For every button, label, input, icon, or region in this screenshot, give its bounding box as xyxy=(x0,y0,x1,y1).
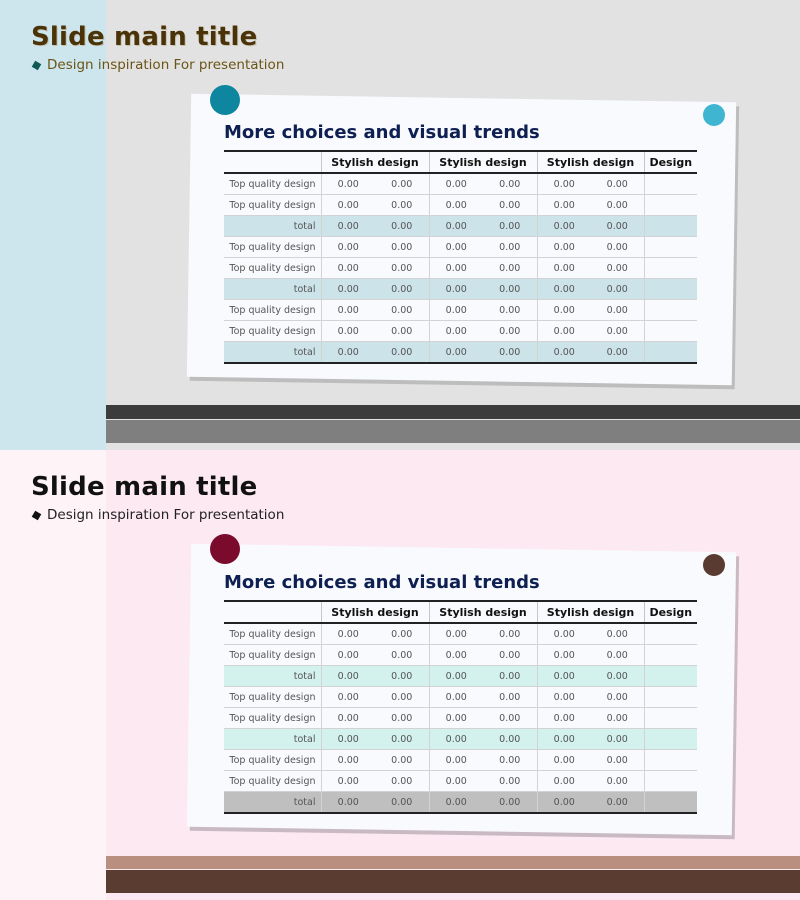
value-cell: 0.00 xyxy=(429,687,483,708)
value-cell: 0.00 xyxy=(591,792,644,814)
value-cell: 0.00 xyxy=(429,258,483,279)
value-cell: 0.00 xyxy=(537,237,591,258)
row-label: Top quality design xyxy=(224,645,321,666)
header-cell-empty xyxy=(224,601,321,623)
value-cell: 0.00 xyxy=(591,195,644,216)
table-row xyxy=(224,708,697,729)
value-cell: 0.00 xyxy=(483,729,537,750)
value-cell: 0.00 xyxy=(537,623,591,645)
value-cell: 0.00 xyxy=(429,729,483,750)
value-cell: 0.00 xyxy=(321,687,375,708)
row-label: Top quality design xyxy=(224,708,321,729)
value-cell: 0.00 xyxy=(591,771,644,792)
table-row xyxy=(224,687,697,708)
value-cell: 0.00 xyxy=(375,687,429,708)
value-cell: 0.00 xyxy=(321,708,375,729)
header-cell-empty xyxy=(224,151,321,173)
subtitle-text: Design inspiration For presentation xyxy=(47,507,285,523)
pushpin-icon xyxy=(703,104,725,126)
value-cell: 0.00 xyxy=(483,666,537,687)
table-total-row xyxy=(224,729,697,750)
value-cell: 0.00 xyxy=(375,708,429,729)
value-cell: 0.00 xyxy=(321,666,375,687)
table-row xyxy=(224,623,697,645)
value-cell: 0.00 xyxy=(429,792,483,814)
value-cell: 0.00 xyxy=(591,708,644,729)
value-cell: 0.00 xyxy=(429,237,483,258)
row-label: Top quality design xyxy=(224,173,321,195)
slide-2 xyxy=(0,450,800,900)
empty-cell xyxy=(644,300,697,321)
subtitle-text: Design inspiration For presentation xyxy=(47,57,285,73)
value-cell: 0.00 xyxy=(429,708,483,729)
empty-cell xyxy=(644,321,697,342)
value-cell: 0.00 xyxy=(429,216,483,237)
value-cell: 0.00 xyxy=(591,300,644,321)
value-cell: 0.00 xyxy=(483,708,537,729)
table-header-row xyxy=(224,601,697,623)
value-cell: 0.00 xyxy=(375,342,429,364)
value-cell: 0.00 xyxy=(429,750,483,771)
footer-band-top xyxy=(106,856,800,869)
table-row xyxy=(224,321,697,342)
value-cell: 0.00 xyxy=(375,216,429,237)
footer-band-bottom xyxy=(106,420,800,443)
value-cell: 0.00 xyxy=(483,623,537,645)
row-label: Top quality design xyxy=(224,750,321,771)
bullet-icon xyxy=(32,510,42,520)
value-cell: 0.00 xyxy=(591,258,644,279)
value-cell: 0.00 xyxy=(321,771,375,792)
value-cell: 0.00 xyxy=(429,342,483,364)
empty-cell xyxy=(644,708,697,729)
row-label: total xyxy=(224,342,321,364)
column-header: Stylish design xyxy=(429,601,537,623)
table-row xyxy=(224,750,697,771)
value-cell: 0.00 xyxy=(537,666,591,687)
value-cell: 0.00 xyxy=(483,300,537,321)
value-cell: 0.00 xyxy=(537,321,591,342)
value-cell: 0.00 xyxy=(483,279,537,300)
value-cell: 0.00 xyxy=(591,666,644,687)
pushpin-icon xyxy=(210,534,240,564)
bullet-icon xyxy=(32,60,42,70)
table-row xyxy=(224,195,697,216)
value-cell: 0.00 xyxy=(591,750,644,771)
value-cell: 0.00 xyxy=(537,279,591,300)
row-label: total xyxy=(224,792,321,814)
empty-cell xyxy=(644,195,697,216)
column-header: Design xyxy=(644,151,697,173)
row-label: total xyxy=(224,666,321,687)
empty-cell xyxy=(644,258,697,279)
value-cell: 0.00 xyxy=(429,173,483,195)
value-cell: 0.00 xyxy=(591,216,644,237)
slide-title: Slide main title xyxy=(31,22,258,52)
value-cell: 0.00 xyxy=(483,342,537,364)
row-label: Top quality design xyxy=(224,623,321,645)
value-cell: 0.00 xyxy=(321,216,375,237)
row-label: Top quality design xyxy=(224,771,321,792)
table-total-row xyxy=(224,792,697,814)
column-header: Stylish design xyxy=(537,601,644,623)
value-cell: 0.00 xyxy=(483,687,537,708)
value-cell: 0.00 xyxy=(483,258,537,279)
value-cell: 0.00 xyxy=(591,687,644,708)
value-cell: 0.00 xyxy=(483,321,537,342)
value-cell: 0.00 xyxy=(429,666,483,687)
value-cell: 0.00 xyxy=(483,216,537,237)
value-cell: 0.00 xyxy=(483,195,537,216)
value-cell: 0.00 xyxy=(321,623,375,645)
empty-cell xyxy=(644,645,697,666)
empty-cell xyxy=(644,623,697,645)
data-table xyxy=(224,150,697,364)
row-label: total xyxy=(224,729,321,750)
table-title: More choices and visual trends xyxy=(224,572,540,593)
row-label: total xyxy=(224,216,321,237)
value-cell: 0.00 xyxy=(537,792,591,814)
value-cell: 0.00 xyxy=(321,237,375,258)
value-cell: 0.00 xyxy=(591,645,644,666)
value-cell: 0.00 xyxy=(375,750,429,771)
table-row xyxy=(224,300,697,321)
value-cell: 0.00 xyxy=(375,771,429,792)
value-cell: 0.00 xyxy=(321,195,375,216)
table-header-row xyxy=(224,151,697,173)
value-cell: 0.00 xyxy=(537,645,591,666)
table-body xyxy=(224,623,697,813)
value-cell: 0.00 xyxy=(321,173,375,195)
column-header: Stylish design xyxy=(321,601,429,623)
value-cell: 0.00 xyxy=(375,300,429,321)
empty-cell xyxy=(644,173,697,195)
empty-cell xyxy=(644,237,697,258)
table-row xyxy=(224,237,697,258)
value-cell: 0.00 xyxy=(375,279,429,300)
value-cell: 0.00 xyxy=(591,279,644,300)
empty-cell xyxy=(644,342,697,364)
value-cell: 0.00 xyxy=(321,792,375,814)
empty-cell xyxy=(644,729,697,750)
row-label: Top quality design xyxy=(224,687,321,708)
table-total-row xyxy=(224,666,697,687)
empty-cell xyxy=(644,771,697,792)
value-cell: 0.00 xyxy=(537,771,591,792)
row-label: Top quality design xyxy=(224,321,321,342)
empty-cell xyxy=(644,279,697,300)
value-cell: 0.00 xyxy=(537,708,591,729)
value-cell: 0.00 xyxy=(375,666,429,687)
value-cell: 0.00 xyxy=(591,321,644,342)
slide-subtitle xyxy=(33,507,284,523)
value-cell: 0.00 xyxy=(429,279,483,300)
table-title: More choices and visual trends xyxy=(224,122,540,143)
footer-band-bottom xyxy=(106,870,800,893)
row-label: Top quality design xyxy=(224,237,321,258)
value-cell: 0.00 xyxy=(537,258,591,279)
slide-title: Slide main title xyxy=(31,472,258,502)
value-cell: 0.00 xyxy=(429,300,483,321)
row-label: Top quality design xyxy=(224,300,321,321)
value-cell: 0.00 xyxy=(537,300,591,321)
table-row xyxy=(224,771,697,792)
value-cell: 0.00 xyxy=(537,687,591,708)
empty-cell xyxy=(644,666,697,687)
data-table xyxy=(224,600,697,814)
pushpin-icon xyxy=(703,554,725,576)
value-cell: 0.00 xyxy=(375,623,429,645)
pushpin-icon xyxy=(210,85,240,115)
value-cell: 0.00 xyxy=(537,195,591,216)
value-cell: 0.00 xyxy=(375,258,429,279)
value-cell: 0.00 xyxy=(375,237,429,258)
row-label: Top quality design xyxy=(224,258,321,279)
value-cell: 0.00 xyxy=(375,792,429,814)
empty-cell xyxy=(644,687,697,708)
value-cell: 0.00 xyxy=(321,258,375,279)
column-header: Design xyxy=(644,601,697,623)
value-cell: 0.00 xyxy=(483,771,537,792)
value-cell: 0.00 xyxy=(429,623,483,645)
table-body xyxy=(224,173,697,363)
value-cell: 0.00 xyxy=(483,792,537,814)
value-cell: 0.00 xyxy=(591,729,644,750)
value-cell: 0.00 xyxy=(537,173,591,195)
value-cell: 0.00 xyxy=(591,342,644,364)
value-cell: 0.00 xyxy=(375,645,429,666)
value-cell: 0.00 xyxy=(537,342,591,364)
value-cell: 0.00 xyxy=(591,237,644,258)
table-total-row xyxy=(224,216,697,237)
value-cell: 0.00 xyxy=(483,237,537,258)
value-cell: 0.00 xyxy=(429,771,483,792)
value-cell: 0.00 xyxy=(429,645,483,666)
column-header: Stylish design xyxy=(537,151,644,173)
value-cell: 0.00 xyxy=(483,645,537,666)
column-header: Stylish design xyxy=(429,151,537,173)
value-cell: 0.00 xyxy=(321,645,375,666)
table-row xyxy=(224,645,697,666)
value-cell: 0.00 xyxy=(375,195,429,216)
value-cell: 0.00 xyxy=(483,750,537,771)
slide-subtitle xyxy=(33,57,284,73)
value-cell: 0.00 xyxy=(591,623,644,645)
value-cell: 0.00 xyxy=(321,729,375,750)
row-label: total xyxy=(224,279,321,300)
value-cell: 0.00 xyxy=(429,195,483,216)
row-label: Top quality design xyxy=(224,195,321,216)
empty-cell xyxy=(644,216,697,237)
footer-band-top xyxy=(106,405,800,419)
table-row xyxy=(224,258,697,279)
table-total-row xyxy=(224,342,697,364)
value-cell: 0.00 xyxy=(483,173,537,195)
table-total-row xyxy=(224,279,697,300)
column-header: Stylish design xyxy=(321,151,429,173)
value-cell: 0.00 xyxy=(537,216,591,237)
value-cell: 0.00 xyxy=(321,321,375,342)
value-cell: 0.00 xyxy=(537,750,591,771)
value-cell: 0.00 xyxy=(375,729,429,750)
empty-cell xyxy=(644,750,697,771)
value-cell: 0.00 xyxy=(591,173,644,195)
value-cell: 0.00 xyxy=(375,321,429,342)
value-cell: 0.00 xyxy=(537,729,591,750)
value-cell: 0.00 xyxy=(429,321,483,342)
value-cell: 0.00 xyxy=(321,300,375,321)
table-row xyxy=(224,173,697,195)
value-cell: 0.00 xyxy=(321,750,375,771)
value-cell: 0.00 xyxy=(375,173,429,195)
empty-cell xyxy=(644,792,697,814)
value-cell: 0.00 xyxy=(321,279,375,300)
value-cell: 0.00 xyxy=(321,342,375,364)
